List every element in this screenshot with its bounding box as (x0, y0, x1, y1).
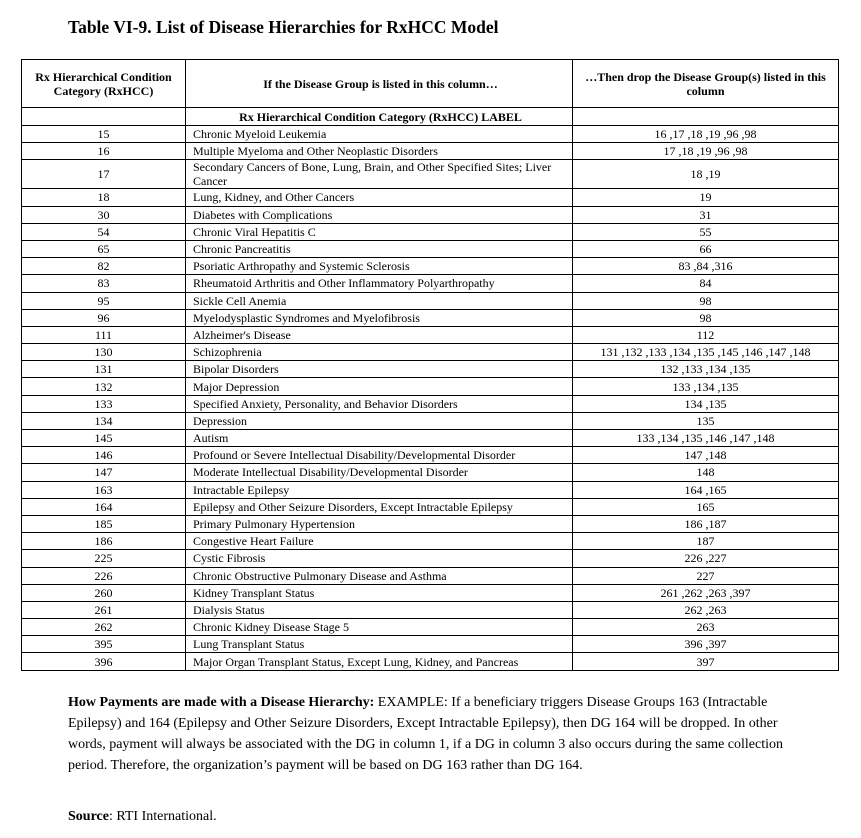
label-cell: Profound or Severe Intellectual Disability/Developmental Disorder (186, 447, 573, 464)
drop-cell: 66 (573, 240, 839, 257)
drop-cell: 98 (573, 292, 839, 309)
drop-cell: 18 ,19 (573, 160, 839, 189)
rxhcc-cell: 261 (22, 601, 186, 618)
subheader-label: Rx Hierarchical Condition Category (RxHCC) LABEL (186, 108, 573, 126)
rxhcc-cell: 132 (22, 378, 186, 395)
table-row (22, 584, 839, 601)
label-cell: Chronic Myeloid Leukemia (186, 126, 573, 143)
table-row (22, 258, 839, 275)
rxhcc-cell: 396 (22, 653, 186, 670)
rxhcc-cell: 95 (22, 292, 186, 309)
drop-cell: 84 (573, 275, 839, 292)
table-row (22, 275, 839, 292)
table-row (22, 464, 839, 481)
table-row (22, 481, 839, 498)
label-cell: Congestive Heart Failure (186, 533, 573, 550)
rxhcc-cell: 226 (22, 567, 186, 584)
label-cell: Chronic Obstructive Pulmonary Disease and Asthma (186, 567, 573, 584)
drop-cell: 19 (573, 189, 839, 206)
rxhcc-cell: 395 (22, 636, 186, 653)
rxhcc-cell: 225 (22, 550, 186, 567)
label-cell: Depression (186, 412, 573, 429)
table-row (22, 292, 839, 309)
label-cell: Schizophrenia (186, 344, 573, 361)
header-disease-group: If the Disease Group is listed in this column… (186, 60, 573, 108)
table-row (22, 240, 839, 257)
table-row (22, 447, 839, 464)
drop-cell: 397 (573, 653, 839, 670)
drop-cell: 133 ,134 ,135 (573, 378, 839, 395)
rxhcc-cell: 83 (22, 275, 186, 292)
drop-cell: 131 ,132 ,133 ,134 ,135 ,145 ,146 ,147 ,148 (573, 344, 839, 361)
table-row (22, 653, 839, 670)
label-cell: Chronic Viral Hepatitis C (186, 223, 573, 240)
label-cell: Bipolar Disorders (186, 361, 573, 378)
rxhcc-cell: 133 (22, 395, 186, 412)
drop-cell: 133 ,134 ,135 ,146 ,147 ,148 (573, 430, 839, 447)
label-cell: Alzheimer's Disease (186, 326, 573, 343)
rxhcc-cell: 134 (22, 412, 186, 429)
table-row (22, 126, 839, 143)
drop-cell: 263 (573, 619, 839, 636)
drop-cell: 165 (573, 498, 839, 515)
rxhcc-cell: 111 (22, 326, 186, 343)
rxhcc-cell: 16 (22, 143, 186, 160)
label-cell: Specified Anxiety, Personality, and Behavior Disorders (186, 395, 573, 412)
label-cell: Lung Transplant Status (186, 636, 573, 653)
table-row (22, 344, 839, 361)
rxhcc-cell: 15 (22, 126, 186, 143)
label-cell: Primary Pulmonary Hypertension (186, 515, 573, 532)
rxhcc-cell: 163 (22, 481, 186, 498)
table-row (22, 619, 839, 636)
drop-cell: 261 ,262 ,263 ,397 (573, 584, 839, 601)
table-row (22, 361, 839, 378)
table-row (22, 395, 839, 412)
payment-note-body: EXAMPLE: If a beneficiary triggers Disease Groups 163 (Intractable Epilepsy) and 164 (Epilepsy and Other Seizure Disorders, Except Intractable Epilepsy), then DG 164 will be dropped. In other words, payment will always be associated with the DG in column 1, if a DG in column 3 also occurs during the same collection period. Therefore, the organization’s payment will be based on DG 163 rather than DG 164. (68, 695, 784, 773)
hierarchy-table-container (21, 59, 828, 671)
subheader-empty-cell (573, 108, 839, 126)
rxhcc-cell: 260 (22, 584, 186, 601)
label-cell: Chronic Kidney Disease Stage 5 (186, 619, 573, 636)
label-cell: Diabetes with Complications (186, 206, 573, 223)
drop-cell: 31 (573, 206, 839, 223)
rxhcc-cell: 82 (22, 258, 186, 275)
rxhcc-cell: 147 (22, 464, 186, 481)
table-row (22, 567, 839, 584)
drop-cell: 17 ,18 ,19 ,96 ,98 (573, 143, 839, 160)
label-cell: Kidney Transplant Status (186, 584, 573, 601)
hierarchy-table (21, 59, 839, 671)
rxhcc-cell: 54 (22, 223, 186, 240)
drop-cell: 186 ,187 (573, 515, 839, 532)
label-cell: Rheumatoid Arthritis and Other Inflammatory Polyarthropathy (186, 275, 573, 292)
drop-cell: 164 ,165 (573, 481, 839, 498)
label-cell: Sickle Cell Anemia (186, 292, 573, 309)
drop-cell: 148 (573, 464, 839, 481)
table-row (22, 636, 839, 653)
label-cell: Multiple Myeloma and Other Neoplastic Disorders (186, 143, 573, 160)
label-cell: Major Depression (186, 378, 573, 395)
rxhcc-cell: 146 (22, 447, 186, 464)
drop-cell: 134 ,135 (573, 395, 839, 412)
rxhcc-cell: 185 (22, 515, 186, 532)
drop-cell: 98 (573, 309, 839, 326)
label-cell: Secondary Cancers of Bone, Lung, Brain, and Other Specified Sites; Liver Cancer (186, 160, 573, 189)
table-row (22, 309, 839, 326)
table-row (22, 206, 839, 223)
table-body (22, 108, 839, 671)
drop-cell: 16 ,17 ,18 ,19 ,96 ,98 (573, 126, 839, 143)
label-cell: Autism (186, 430, 573, 447)
drop-cell: 262 ,263 (573, 601, 839, 618)
label-cell: Dialysis Status (186, 601, 573, 618)
table-title: Table VI-9. List of Disease Hierarchies for RxHCC Model (68, 17, 499, 37)
rxhcc-cell: 65 (22, 240, 186, 257)
rxhcc-cell: 18 (22, 189, 186, 206)
drop-cell: 83 ,84 ,316 (573, 258, 839, 275)
rxhcc-cell: 131 (22, 361, 186, 378)
label-cell: Psoriatic Arthropathy and Systemic Sclerosis (186, 258, 573, 275)
label-cell: Epilepsy and Other Seizure Disorders, Except Intractable Epilepsy (186, 498, 573, 515)
table-row (22, 326, 839, 343)
drop-cell: 55 (573, 223, 839, 240)
table-subheader-row (22, 108, 839, 126)
label-cell: Lung, Kidney, and Other Cancers (186, 189, 573, 206)
label-cell: Myelodysplastic Syndromes and Myelofibrosis (186, 309, 573, 326)
rxhcc-cell: 130 (22, 344, 186, 361)
table-row (22, 412, 839, 429)
rxhcc-cell: 262 (22, 619, 186, 636)
table-row (22, 601, 839, 618)
source-lead: Source (68, 809, 109, 824)
drop-cell: 135 (573, 412, 839, 429)
drop-cell: 147 ,148 (573, 447, 839, 464)
drop-cell: 132 ,133 ,134 ,135 (573, 361, 839, 378)
rxhcc-cell: 145 (22, 430, 186, 447)
label-cell: Moderate Intellectual Disability/Developmental Disorder (186, 464, 573, 481)
rxhcc-cell: 96 (22, 309, 186, 326)
table-row (22, 430, 839, 447)
rxhcc-cell: 17 (22, 160, 186, 189)
label-cell: Chronic Pancreatitis (186, 240, 573, 257)
drop-cell: 226 ,227 (573, 550, 839, 567)
table-row (22, 498, 839, 515)
source-body: : RTI International. (108, 809, 217, 824)
drop-cell: 187 (573, 533, 839, 550)
header-drop-groups: …Then drop the Disease Group(s) listed in this column (573, 60, 839, 108)
subheader-empty-cell (22, 108, 186, 126)
rxhcc-cell: 186 (22, 533, 186, 550)
header-rxhcc: Rx Hierarchical Condition Category (RxHCC) (22, 60, 186, 108)
table-row (22, 160, 839, 189)
source-line (68, 809, 217, 825)
label-cell: Intractable Epilepsy (186, 481, 573, 498)
table-row (22, 533, 839, 550)
table-row (22, 189, 839, 206)
table-header-row (22, 60, 839, 108)
table-row (22, 378, 839, 395)
label-cell: Major Organ Transplant Status, Except Lung, Kidney, and Pancreas (186, 653, 573, 670)
table-row (22, 550, 839, 567)
drop-cell: 396 ,397 (573, 636, 839, 653)
table-row (22, 143, 839, 160)
drop-cell: 227 (573, 567, 839, 584)
payment-note (68, 692, 798, 776)
rxhcc-cell: 30 (22, 206, 186, 223)
rxhcc-cell: 164 (22, 498, 186, 515)
label-cell: Cystic Fibrosis (186, 550, 573, 567)
table-row (22, 223, 839, 240)
table-row (22, 515, 839, 532)
payment-note-lead: How Payments are made with a Disease Hierarchy: (68, 695, 375, 710)
drop-cell: 112 (573, 326, 839, 343)
